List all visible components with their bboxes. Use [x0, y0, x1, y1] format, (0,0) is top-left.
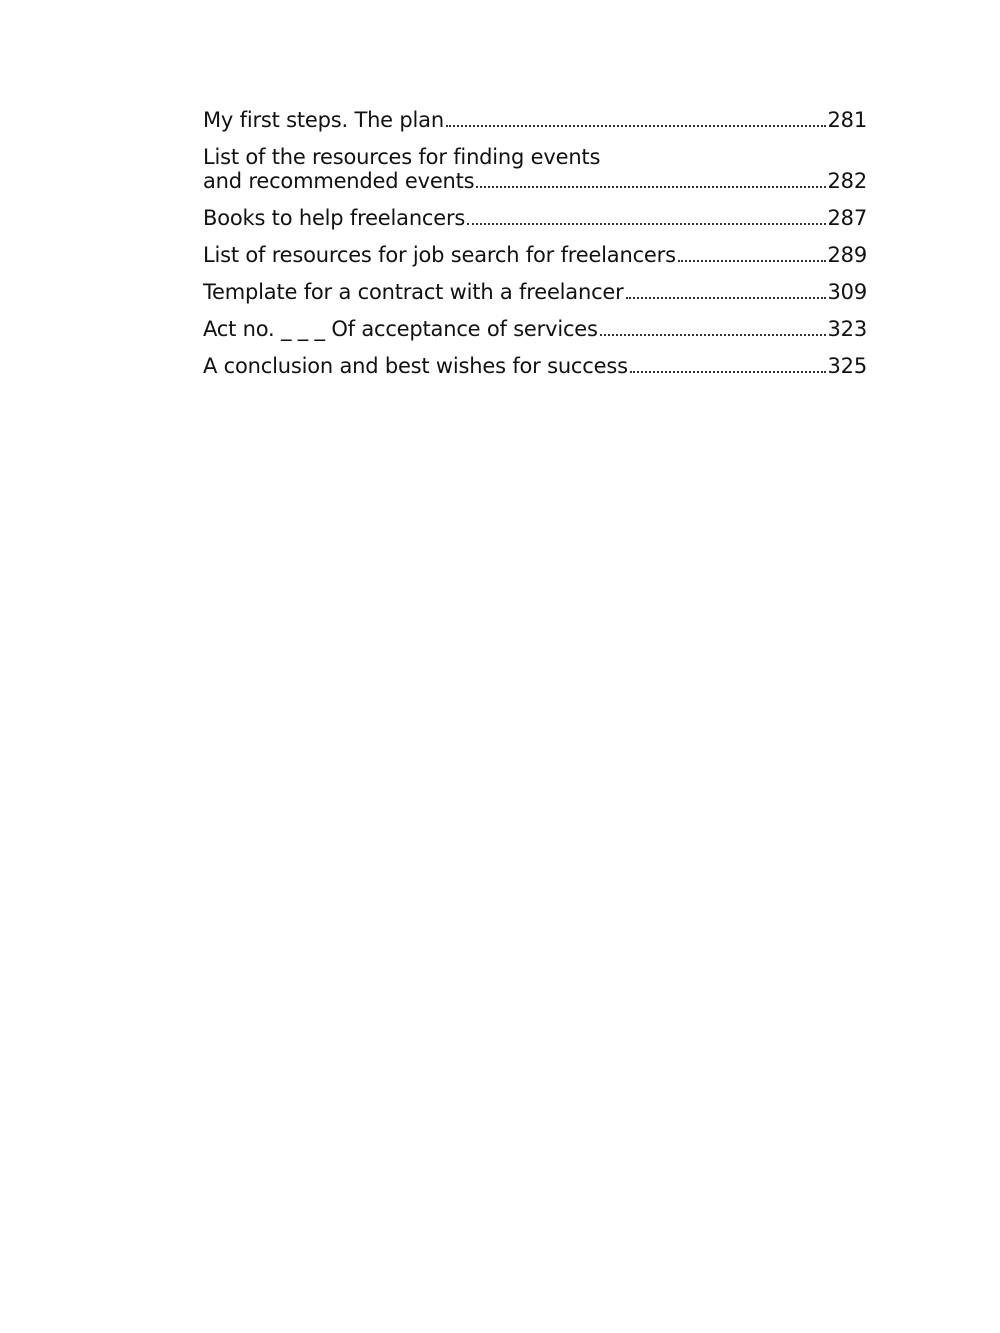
- table-of-contents: [203, 108, 867, 391]
- toc-entry-page: 323: [827, 317, 867, 341]
- toc-entry[interactable]: [203, 145, 867, 193]
- toc-entry-page: 309: [827, 280, 867, 304]
- dot-leader: [678, 260, 826, 262]
- dot-leader: [467, 223, 825, 225]
- toc-row: [203, 169, 867, 193]
- dot-leader: [476, 186, 825, 188]
- toc-entry-title: and recommended events: [203, 169, 475, 193]
- toc-entry-page: 289: [827, 243, 867, 267]
- dot-leader: [626, 297, 826, 299]
- toc-entry[interactable]: [203, 243, 867, 267]
- toc-row: [203, 280, 867, 304]
- toc-entry-title: My first steps. The plan: [203, 108, 444, 132]
- dot-leader: [446, 125, 826, 127]
- toc-row: [203, 206, 867, 230]
- toc-entry-title-line1: List of the resources for finding events: [203, 145, 601, 169]
- toc-entry-page: 281: [827, 108, 867, 132]
- toc-entry-page: 287: [827, 206, 867, 230]
- toc-entry[interactable]: [203, 280, 867, 304]
- toc-entry[interactable]: [203, 108, 867, 132]
- toc-entry-title: Template for a contract with a freelancer: [203, 280, 624, 304]
- toc-entry-title: List of resources for job search for freelancers: [203, 243, 676, 267]
- toc-row: [203, 108, 867, 132]
- toc-entry[interactable]: [203, 354, 867, 378]
- dot-leader: [600, 334, 826, 336]
- toc-row: [203, 317, 867, 341]
- toc-entry-title: Books to help freelancers: [203, 206, 466, 230]
- toc-row: [203, 354, 867, 378]
- toc-entry-page: 325: [827, 354, 867, 378]
- dot-leader: [630, 371, 826, 373]
- toc-entry-page: 282: [827, 169, 867, 193]
- toc-entry-title: Act no. _ _ _ Of acceptance of services: [203, 317, 598, 341]
- toc-entry-title: A conclusion and best wishes for success: [203, 354, 628, 378]
- toc-entry[interactable]: [203, 317, 867, 341]
- toc-entry[interactable]: [203, 206, 867, 230]
- toc-row: [203, 243, 867, 267]
